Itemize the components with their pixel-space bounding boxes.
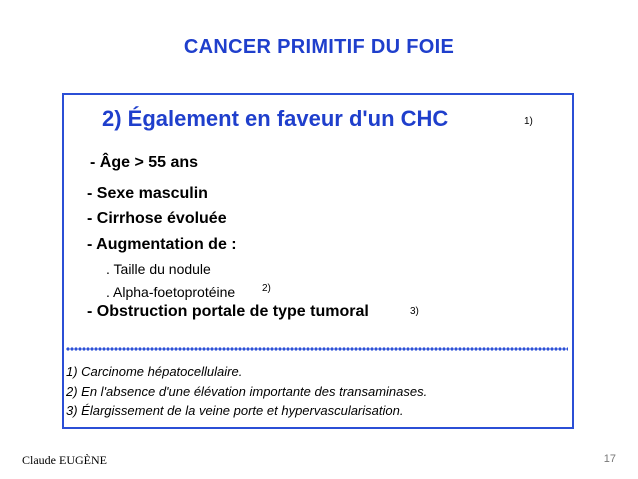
footnote-2: 2) En l'absence d'une élévation importante des transaminases. <box>66 384 428 399</box>
footnote-1: 1) Carcinome hépatocellulaire. <box>66 364 243 379</box>
portal-obstruction-reference: 3) <box>410 306 419 317</box>
criterion-cirrhosis: - Cirrhose évoluée <box>87 210 227 227</box>
footnote-3: 3) Élargissement de la veine porte et hypervascularisation. <box>66 403 404 418</box>
dotted-separator <box>66 346 568 352</box>
footer-author: Claude EUGÈNE <box>22 453 107 467</box>
page-number: 17 <box>603 453 616 465</box>
sub-criterion-nodule-size: . Taille du nodule <box>106 261 211 277</box>
slide-title: CANCER PRIMITIF DU FOIE <box>183 36 455 58</box>
criterion-portal-obstruction: - Obstruction portale de type tumoral <box>87 303 369 320</box>
afp-reference: 2) <box>262 283 271 294</box>
sub-criterion-afp: . Alpha-foetoprotéine <box>106 284 236 300</box>
criterion-increase: - Augmentation de : <box>87 236 237 253</box>
criterion-sex: - Sexe masculin <box>87 185 208 202</box>
criterion-age: - Âge > 55 ans <box>90 154 199 171</box>
section-heading: 2) Également en faveur d'un CHC <box>102 106 449 131</box>
heading-reference: 1) <box>524 116 533 127</box>
